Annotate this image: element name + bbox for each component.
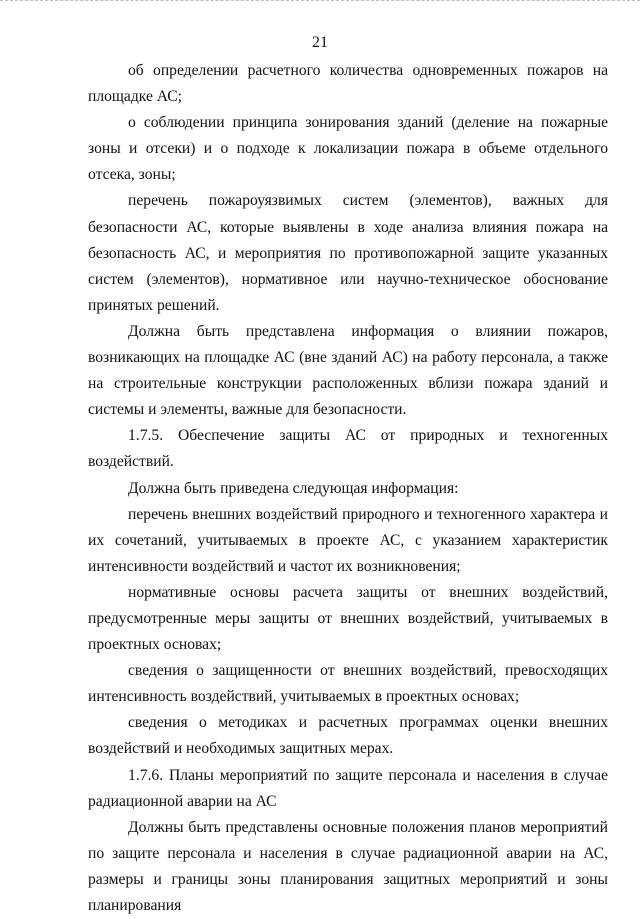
paragraph-protection-plans: Должны быть представлены основные положения планов мероприятий по защите персонала и населения в случае радиационной аварии на АС, размеры и границы зоны планирования защитных мероприятий и зоны планирования (88, 818, 608, 914)
paragraph-fire-impact: Должна быть представлена информация о влиянии пожаров, возникающих на площадке АС (вне зданий АС) на работу персонала, а также на строительные конструкции расположенных вблизи пожара зданий и системы и элементы, важные для безопасности. (88, 322, 608, 419)
paragraph-info-required: Должна быть приведена следующая информация: (128, 479, 459, 497)
page-top-edge (0, 0, 640, 3)
document-body (88, 58, 608, 919)
page-number: 21 (312, 34, 328, 51)
paragraph-zoning: о соблюдении принципа зонирования зданий (деление на пожарные зоны и отсеки) и о подходе к локализации пожара в объеме отдельного отсека, зоны; (88, 114, 608, 184)
paragraph-fire-vulnerable-systems: перечень пожароуязвимых систем (элементов), важных для безопасности АС, которые выявлены в ходе анализа влияния пожара на безопасность АС, и мероприятия по противопожарной защите указанных систем (элементов), нормативное или научно-техническое обоснование принятых решений. (88, 192, 608, 314)
paragraph-external-impacts-list: перечень внешних воздействий природного и техногенного характера и их сочетаний, учитываемых в проекте АС, с указанием характеристик интенсивности воздействий и частот их возникновения; (88, 505, 608, 575)
paragraph-protection-beyond-design: сведения о защищенности от внешних воздействий, превосходящих интенсивность воздействий, учитываемых в проектных основах; (88, 662, 608, 706)
paragraph-fire-count: об определении расчетного количества одновременных пожаров на площадке АС; (88, 62, 608, 106)
paragraph-methods-programs: сведения о методиках и расчетных программах оценки внешних воздействий и необходимых защитных мерах. (88, 714, 608, 758)
section-heading-1-7-5: 1.7.5. Обеспечение защиты АС от природных и техногенных воздействий. (88, 427, 608, 471)
paragraph-protection-basis: нормативные основы расчета защиты от внешних воздействий, предусмотренные меры защиты от внешних воздействий, учитываемых в проектных основах; (88, 583, 608, 654)
section-heading-1-7-6: 1.7.6. Планы мероприятий по защите персонала и населения в случае радиационной аварии на АС (88, 766, 608, 810)
